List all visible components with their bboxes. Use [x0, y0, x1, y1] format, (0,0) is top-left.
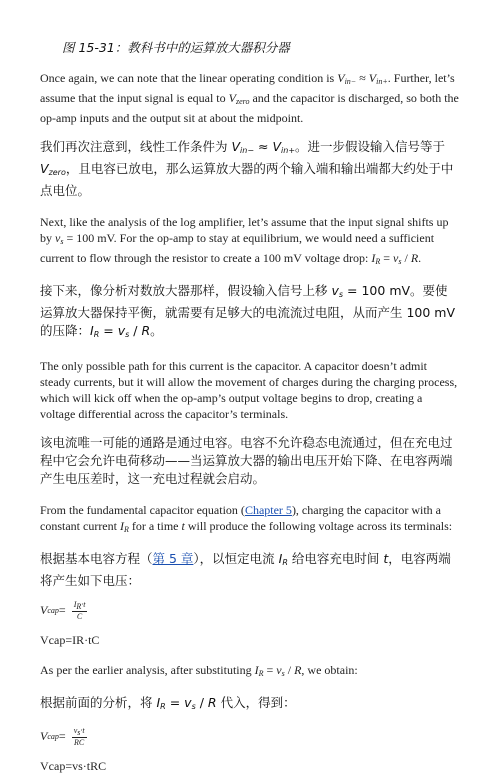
equation-plain-text-2: Vcap=vs·tRC	[40, 759, 107, 773]
paragraph-substitution: As per the earlier analysis, after substituting $I_R = v_s / R$, we obtain:	[40, 663, 358, 678]
chapter-5-link[interactable]: Chapter 5	[244, 503, 292, 517]
paragraph-input-shift-zh: 接下来，像分析对数放大器那样，假设输入信号上移 $v_s = 100$ mV。要使运算放大器保持平衡，就需要有足够大的电流流过电阻，从而产生 100 mV 的压降：$I_R = v_s / R$。	[40, 283, 456, 339]
equation-plain-text-1: Vcap=IR·tC	[40, 633, 100, 647]
chapter-5-link-zh[interactable]: 第 5 章	[152, 551, 194, 566]
paragraph-capacitor-equation-zh: 根据基本电容方程（第 5 章），以恒定电流 $I_R$ 给电容充电时间 t，电容两端将产生如下电压：	[40, 551, 451, 588]
fraction: $\frac{IR\cdot t}{C}$	[73, 600, 86, 621]
paragraph-linear-condition: Once again, we can note that the linear operating condition is $V_{in-} \approx V_{in+}$. Further, let’s assume that the input signal is equal to $V_{zero}$ and the capacitor is discharged, so both the op-amp inputs and the output sit at about the midpoint.	[40, 71, 459, 125]
paragraph-capacitor-path-zh: 该电流唯一可能的通路是通过电容。电容不允许稳态电流通过，但在充电过程中它会允许电荷移动——当运算放大器的输出电压开始下降、在电容两端产生电压差时，这一充电过程就会启动。	[40, 435, 453, 486]
paragraph-input-shift: Next, like the analysis of the log amplifier, let’s assume that the input signal shifts up by $v_s = 100$ mV. For the op-amp to stay at equilibrium, we would need a sufficient current to flow through the resistor to create a 100 mV voltage drop: $I_R = v_s / R$.	[40, 215, 449, 266]
fraction: $\frac{vs\cdot t}{RC}$	[73, 726, 85, 747]
paragraph-capacitor-path: The only possible path for this current is the capacitor. A capacitor doesn’t admit steady currents, but it will allow the movement of charges during the charging process, which will kick off when the op-amp’s output voltage begins to drop, creating a voltage differential across the capacitor’s terminals.	[40, 359, 458, 421]
paragraph-capacitor-equation: From the fundamental capacitor equation (Chapter 5), charging the capacitor with a constant current $I_R$ for a time t will produce the following voltage across its terminals:	[40, 503, 453, 534]
paragraph-linear-condition-zh: 我们再次注意到，线性工作条件为 $V_{in-} \approx V_{in+}$。进一步假设输入信号等于 $V_{zero}$，且电容已放电，那么运算放大器的两个输入端和输出端都大约处于中点电位。	[40, 139, 454, 198]
figure-caption: 图 15-31：教科书中的运算放大器积分器	[62, 40, 290, 55]
equation-vcap-voltage: V cap = $\frac{vs\cdot t}{RC}$	[40, 726, 85, 747]
equation-vcap-current: V cap = $\frac{IR\cdot t}{C}$	[40, 600, 86, 621]
paragraph-substitution-zh: 根据前面的分析，将 $I_R = v_s / R$ 代入，得到：	[40, 695, 296, 711]
